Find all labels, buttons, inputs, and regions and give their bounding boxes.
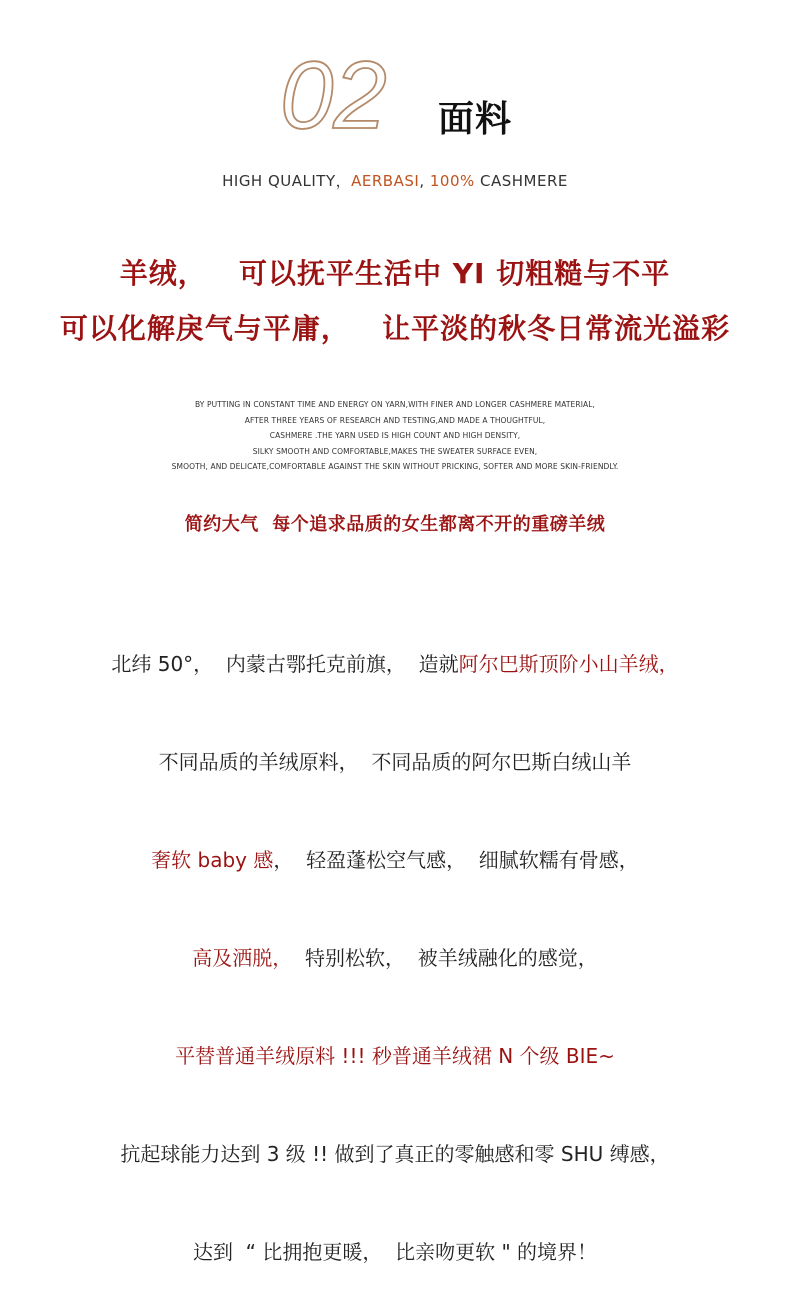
english-line: CASHMERE .THE YARN USED IS HIGH COUNT AND HIGH DENSITY, <box>269 431 521 440</box>
section-header <box>278 44 538 144</box>
tagline-part2: CASHMERE <box>474 172 568 190</box>
body-line-4-highlight: 高及洒脱， <box>192 946 293 970</box>
body-text <box>0 596 790 1306</box>
english-line: AFTER THREE YEARS OF RESEARCH AND TESTING,AND MADE A THOUGHTFUL, <box>244 415 546 425</box>
section-number-outline <box>278 44 428 144</box>
body-line-4-text: 特别松软， 被羊绒融化的感觉， <box>292 946 598 970</box>
tagline-brand: AERBASI <box>351 172 420 190</box>
body-line-1-highlight: 阿尔巴斯顶阶小山羊绒， <box>458 652 679 676</box>
body-line-3-highlight: 奢软 baby 感 <box>151 848 274 872</box>
tagline-percent: 100% <box>429 172 475 190</box>
body-line-2: 不同品质的羊绒原料， 不同品质的阿尔巴斯白绒山羊 <box>158 750 632 774</box>
headline-line-1: 羊绒， 可以抚平生活中 YI 切粗糙与不平 <box>119 257 671 290</box>
body-line-4 <box>0 938 790 988</box>
body-line-6: 抗起球能力达到 3 级 !! 做到了真正的零触感和零 SHU 缚感， <box>120 1142 670 1166</box>
body-line-1 <box>0 644 790 694</box>
section-title: 面料 <box>438 99 513 140</box>
body-line-7: 达到 “ 比拥抱更暖， 比亲吻更软 " 的境界！ <box>192 1240 598 1264</box>
english-line: BY PUTTING IN CONSTANT TIME AND ENERGY ON YARN,WITH FINER AND LONGER CASHMERE MATERIAL, <box>194 400 596 409</box>
body-line-5: 平替普通羊绒原料 !!! 秒普通羊绒裙 N 个级 BIE~ <box>175 1044 615 1068</box>
tagline <box>0 170 790 191</box>
body-line-3 <box>0 840 790 890</box>
subheading: 简约大气 每个追求品质的女生都离不开的重磅羊绒 <box>184 514 606 535</box>
tagline-part1: HIGH QUALITY， <box>222 172 352 190</box>
section-number: 02 <box>280 44 387 144</box>
english-paragraph <box>0 397 790 475</box>
body-line-3-text: ， 轻盈蓬松空气感， 细腻软糯有骨感， <box>273 848 639 872</box>
tagline-separator: , <box>419 172 430 190</box>
headline-line-2: 可以化解戾气与平庸， 让平淡的秋冬日常流光溢彩 <box>59 312 731 345</box>
body-line-1-text: 北纬 50°， 内蒙古鄂托克前旗， 造就 <box>111 652 459 676</box>
english-line: SMOOTH, AND DELICATE,COMFORTABLE AGAINST THE SKIN WITHOUT PRICKING, SOFTER AND MORE SKIN-FRIENDLY. <box>171 462 619 471</box>
english-line: SILKY SMOOTH AND COMFORTABLE,MAKES THE SWEATER SURFACE EVEN, <box>252 446 538 456</box>
